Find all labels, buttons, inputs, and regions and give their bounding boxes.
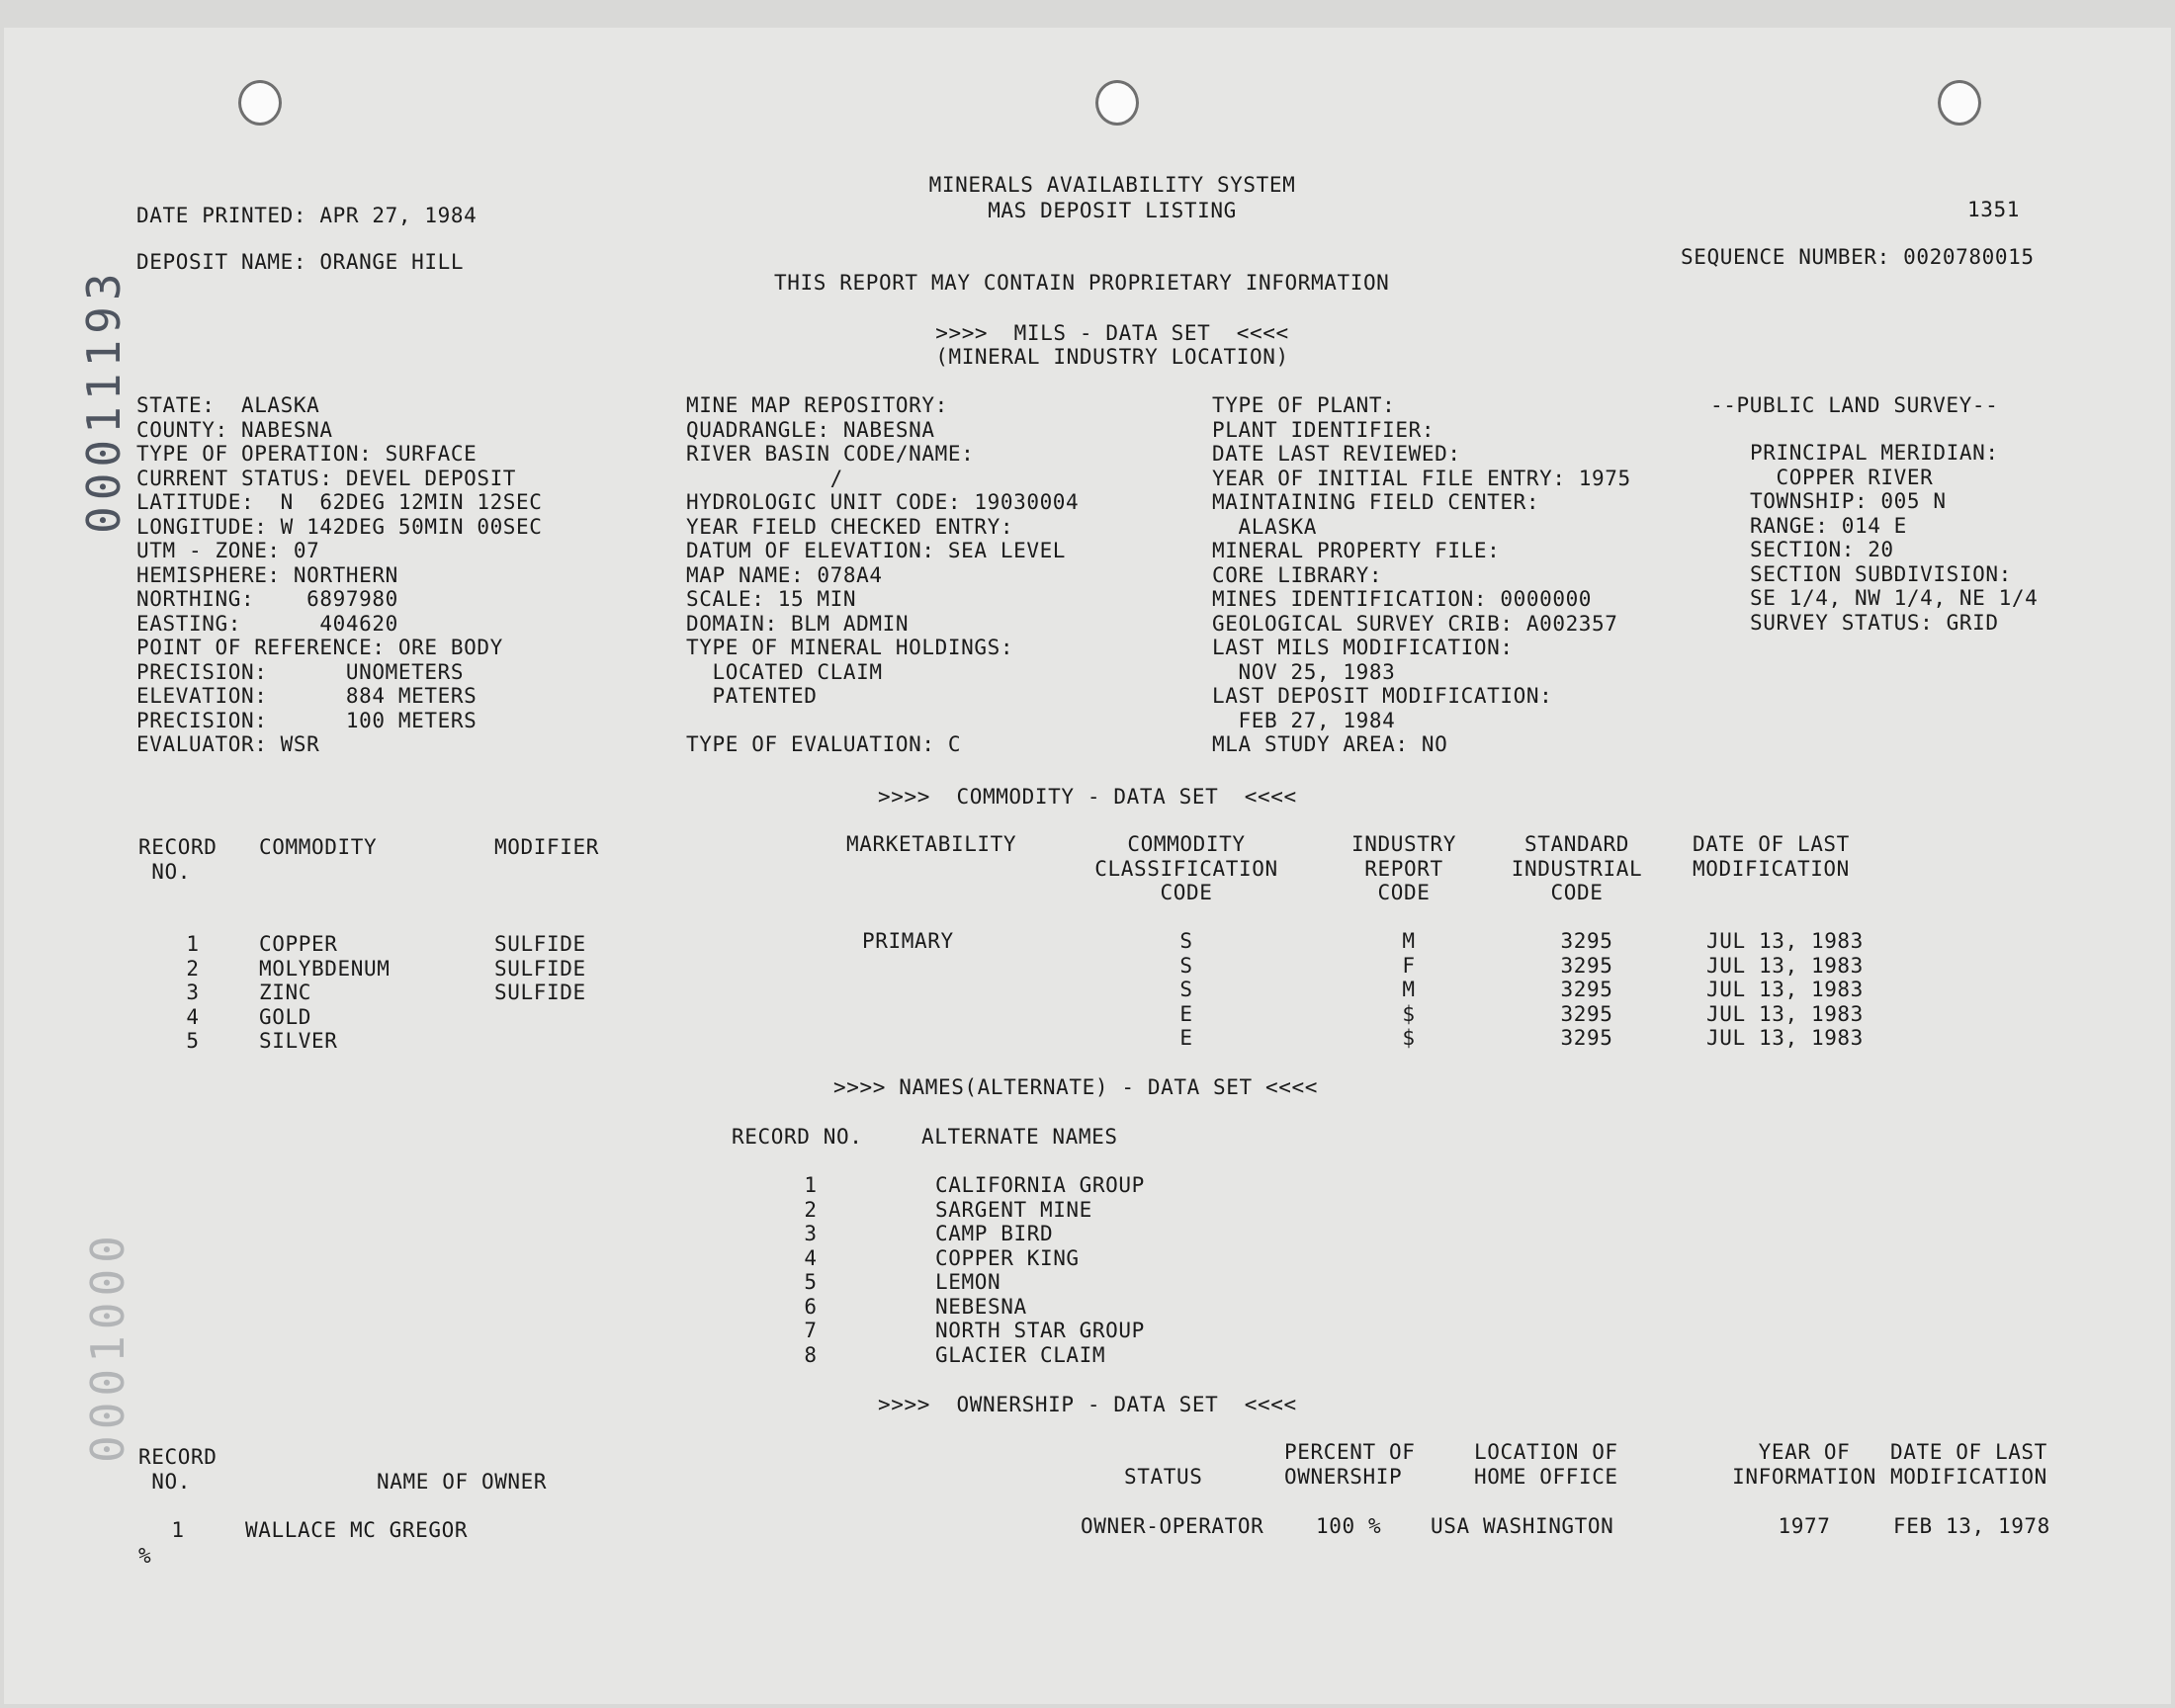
owner-name: WALLACE MC GREGOR [245,1518,469,1542]
commodity-date: JUL 13, 1983 [1706,1026,1864,1050]
commodity-class-code: S [1179,978,1193,1001]
owner-col-header-date: DATE OF LAST [1890,1440,2047,1464]
owner-col-header-record: RECORD [138,1445,218,1469]
col-header-classification: CODE [1160,881,1213,904]
plant-field: TYPE OF PLANT: [1212,393,1396,417]
names-header-record: RECORD NO. [732,1125,863,1149]
col-header-industry: REPORT [1364,856,1443,881]
location-field: PRECISION: UNOMETERS [136,659,465,684]
location-field: COUNTY: NABESNA [136,417,333,442]
location-field: ELEVATION: 884 METERS [136,684,478,708]
sequence-number: SEQUENCE NUMBER: 0020780015 [1681,245,2035,269]
mils-subtitle: (MINERAL INDUSTRY LOCATION) [935,345,1289,369]
commodity-marketability: PRIMARY [862,929,954,953]
margin-stamp-number: 00011193 [77,267,130,534]
commodity-industry-code: F [1402,953,1416,978]
col-header-marketability: MARKETABILITY [846,832,1017,856]
owner-percent: 100 % [1316,1514,1382,1538]
location-field: EASTING: 404620 [136,611,398,636]
map-field: TYPE OF EVALUATION: C [686,732,962,756]
date-printed: DATE PRINTED: APR 27, 1984 [136,204,478,227]
location-field: PRECISION: 100 METERS [136,708,478,732]
commodity-class-code: S [1179,929,1193,953]
owner-col-header-record: NO. [138,1470,191,1494]
commodity-title: >>>> COMMODITY - DATA SET <<<< [878,785,1297,809]
plant-field: MLA STUDY AREA: NO [1212,732,1448,756]
punch-hole-right [1938,80,1981,126]
alternate-name: CALIFORNIA GROUP [935,1173,1145,1197]
ownership-title: >>>> OWNERSHIP - DATA SET <<<< [878,1393,1297,1416]
mils-title: >>>> MILS - DATA SET <<<< [935,321,1289,345]
col-header-sic: CODE [1550,881,1604,904]
deposit-name: DEPOSIT NAME: ORANGE HILL [136,250,465,274]
col-header-industry: CODE [1377,881,1431,904]
punch-hole-center [1095,80,1139,126]
punch-hole-left [238,80,282,126]
commodity-modifier: SULFIDE [494,932,586,956]
owner-col-header-percent: PERCENT OF [1284,1440,1416,1464]
col-header-sic: INDUSTRIAL [1511,856,1643,881]
map-field: RIVER BASIN CODE/NAME: [686,442,975,466]
plant-field: MINES IDENTIFICATION: 0000000 [1212,587,1593,611]
owner-date: FEB 13, 1978 [1893,1514,2050,1538]
commodity-class-code: E [1179,1001,1193,1026]
location-field: UTM - ZONE: 07 [136,539,320,562]
alternate-name: GLACIER CLAIM [935,1342,1106,1367]
survey-field: COPPER RIVER [1750,465,1934,489]
owner-col-header-location: LOCATION OF [1474,1440,1618,1464]
alternate-record-no: 8 [804,1342,818,1367]
alternate-name: NEBESNA [935,1294,1027,1319]
plant-field: PLANT IDENTIFIER: [1212,417,1436,442]
plant-field: MAINTAINING FIELD CENTER: [1212,490,1540,514]
commodity-record-no: 2 [186,956,200,981]
commodity-industry-code: $ [1402,1001,1416,1026]
map-field: SCALE: 15 MIN [686,587,857,611]
alternate-name: COPPER KING [935,1245,1080,1270]
owner-status: OWNER-OPERATOR [1081,1514,1264,1538]
commodity-name: ZINC [259,981,311,1004]
map-field: PATENTED [686,684,818,708]
survey-field: PRINCIPAL MERIDIAN: [1750,441,1999,465]
owner-col-header-year: INFORMATION [1732,1464,1876,1489]
owner-record-no: 1 [171,1518,185,1542]
plant-field: LAST MILS MODIFICATION: [1212,636,1514,659]
commodity-industry-code: M [1402,929,1416,953]
col-header-classification: COMMODITY [1127,832,1246,856]
location-field: LONGITUDE: W 142DEG 50MIN 00SEC [136,514,543,539]
map-field: MINE MAP REPOSITORY: [686,393,948,417]
commodity-sic-code: 3295 [1560,953,1613,978]
commodity-record-no: 4 [186,1004,200,1029]
commodity-record-no: 5 [186,1029,200,1053]
alternate-record-no: 3 [804,1222,818,1245]
map-field: DATUM OF ELEVATION: SEA LEVEL [686,539,1067,562]
commodity-class-code: E [1179,1026,1193,1050]
col-header-industry: INDUSTRY [1351,832,1456,856]
commodity-record-no: 3 [186,981,200,1004]
commodity-date: JUL 13, 1983 [1706,1001,1864,1026]
listing-title: MAS DEPOSIT LISTING [988,199,1237,222]
location-field: NORTHING: 6897980 [136,587,398,611]
commodity-name: MOLYBDENUM [259,956,391,981]
plant-field: MINERAL PROPERTY FILE: [1212,539,1501,562]
owner-col-header-location: HOME OFFICE [1474,1464,1618,1489]
col-header-sic: STANDARD [1524,832,1629,856]
map-field: / [686,466,843,490]
col-header-date: DATE OF LAST [1693,832,1850,856]
location-field: POINT OF REFERENCE: ORE BODY [136,636,503,659]
map-field: QUADRANGLE: NABESNA [686,417,935,442]
commodity-sic-code: 3295 [1560,1001,1613,1026]
map-field: LOCATED CLAIM [686,659,883,684]
location-field: TYPE OF OPERATION: SURFACE [136,442,478,466]
plant-field: LAST DEPOSIT MODIFICATION: [1212,684,1553,708]
col-header-record: NO. [138,860,191,884]
commodity-industry-code: $ [1402,1026,1416,1050]
survey-field: SECTION SUBDIVISION: [1750,561,2012,586]
margin-stamp-faint: 0001000 [81,1230,134,1463]
plant-field: FEB 27, 1984 [1212,708,1396,732]
commodity-name: SILVER [259,1029,338,1053]
plant-field: CORE LIBRARY: [1212,562,1383,587]
alternate-name: LEMON [935,1270,1001,1294]
location-field: EVALUATOR: WSR [136,732,320,756]
system-title: MINERALS AVAILABILITY SYSTEM [928,173,1296,197]
survey-field: RANGE: 014 E [1750,513,1907,538]
survey-field: TOWNSHIP: 005 N [1750,489,1947,513]
commodity-date: JUL 13, 1983 [1706,978,1864,1001]
map-field: YEAR FIELD CHECKED ENTRY: [686,514,1014,539]
col-header-commodity: COMMODITY [259,835,378,859]
commodity-record-no: 1 [186,932,200,956]
survey-field: SURVEY STATUS: GRID [1750,610,1999,635]
alternate-record-no: 6 [804,1294,818,1319]
owner-col-header-name: NAME OF OWNER [377,1470,548,1494]
owner-col-header-date: MODIFICATION [1890,1464,2047,1489]
names-header-name: ALTERNATE NAMES [921,1125,1118,1149]
location-field: LATITUDE: N 62DEG 12MIN 12SEC [136,490,543,514]
commodity-date: JUL 13, 1983 [1706,953,1864,978]
plant-field: YEAR OF INITIAL FILE ENTRY: 1975 [1212,466,1631,490]
map-field: DOMAIN: BLM ADMIN [686,611,910,636]
commodity-sic-code: 3295 [1560,978,1613,1001]
commodity-modifier: SULFIDE [494,981,586,1004]
owner-year: 1977 [1778,1514,1831,1538]
public-land-survey-title: --PUBLIC LAND SURVEY-- [1710,393,1999,417]
plant-field: DATE LAST REVIEWED: [1212,442,1461,466]
location-field: CURRENT STATUS: DEVEL DEPOSIT [136,466,517,490]
plant-field: ALASKA [1212,514,1317,539]
page-number: 1351 [1967,198,2020,221]
commodity-class-code: S [1179,953,1193,978]
commodity-sic-code: 3295 [1560,1026,1613,1050]
col-header-date: MODIFICATION [1693,856,1850,881]
commodity-industry-code: M [1402,978,1416,1001]
commodity-name: GOLD [259,1004,311,1029]
commodity-date: JUL 13, 1983 [1706,929,1864,953]
location-field: STATE: ALASKA [136,393,320,417]
survey-field: SE 1/4, NW 1/4, NE 1/4 [1750,586,2039,610]
proprietary-notice: THIS REPORT MAY CONTAIN PROPRIETARY INFORMATION [774,271,1390,295]
owner-col-header-year: YEAR OF [1758,1440,1851,1464]
alternate-name: SARGENT MINE [935,1197,1092,1222]
col-header-record: RECORD [138,835,218,859]
map-field: TYPE OF MINERAL HOLDINGS: [686,636,1014,659]
alternate-record-no: 2 [804,1197,818,1222]
alternate-record-no: 1 [804,1173,818,1197]
plant-field: NOV 25, 1983 [1212,659,1396,684]
owner-col-header-status: STATUS [1124,1465,1203,1489]
alternate-record-no: 5 [804,1270,818,1294]
footer-mark: % [138,1544,152,1568]
survey-field: SECTION: 20 [1750,538,1894,561]
alternate-name: NORTH STAR GROUP [935,1319,1145,1342]
owner-col-header-percent: OWNERSHIP [1284,1464,1403,1489]
map-field: MAP NAME: 078A4 [686,562,883,587]
map-field: HYDROLOGIC UNIT CODE: 19030004 [686,490,1080,514]
commodity-modifier: SULFIDE [494,956,586,981]
names-title: >>>> NAMES(ALTERNATE) - DATA SET <<<< [833,1075,1318,1099]
commodity-sic-code: 3295 [1560,929,1613,953]
col-header-classification: CLASSIFICATION [1094,856,1278,881]
alternate-record-no: 4 [804,1245,818,1270]
alternate-record-no: 7 [804,1319,818,1342]
commodity-name: COPPER [259,932,338,956]
location-field: HEMISPHERE: NORTHERN [136,562,398,587]
alternate-name: CAMP BIRD [935,1222,1054,1245]
owner-location: USA WASHINGTON [1431,1514,1614,1538]
plant-field: GEOLOGICAL SURVEY CRIB: A002357 [1212,611,1618,636]
col-header-modifier: MODIFIER [494,835,599,859]
